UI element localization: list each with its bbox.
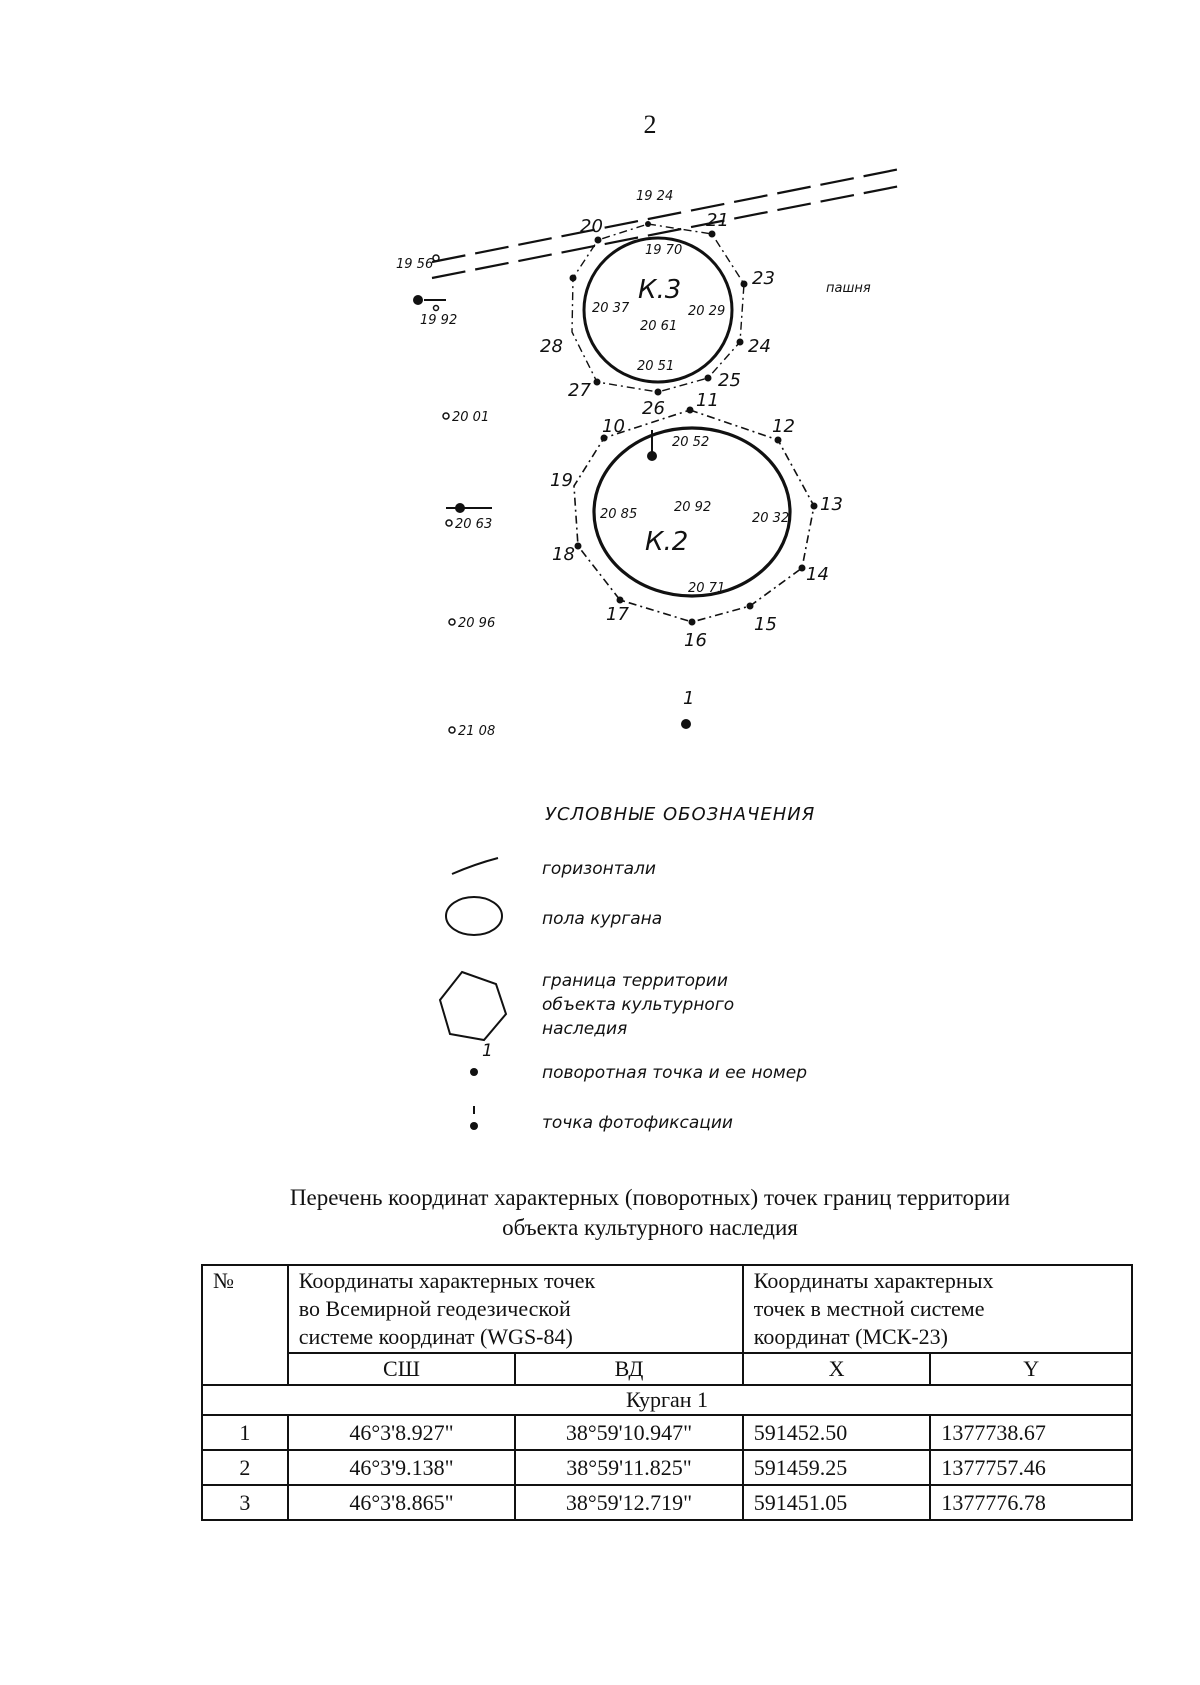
legend-title: УСЛОВНЫЕ ОБОЗНАЧЕНИЯ [545, 804, 816, 825]
caption-line-1: Перечень координат характерных (поворотных) точек границ территории [289, 1185, 1011, 1210]
table-subheader-row [202, 1353, 1132, 1385]
elevation-label: 20 32 [752, 511, 790, 526]
point-number: 24 [748, 336, 771, 357]
cell-number: 2 [202, 1450, 288, 1485]
cell-lat: 46°3'8.865" [288, 1485, 515, 1520]
group-label: Курган 1 [202, 1385, 1132, 1415]
msk-header-line: точек в местной системе [753, 1296, 985, 1321]
legend-boundary-line-1: граница территории [542, 971, 728, 991]
legend-boundary-line-3: наследия [542, 1019, 628, 1039]
table-caption [150, 1183, 1150, 1243]
elevation-marker [449, 727, 455, 733]
cell-number: 1 [202, 1415, 288, 1450]
elevation-label: 20 85 [600, 507, 638, 522]
wgs-header-line: во Всемирной геодезической [298, 1296, 571, 1321]
msk-header [743, 1265, 1132, 1353]
msk-header-line: Координаты характерных [753, 1268, 994, 1293]
legend-turn-point-number: 1 [482, 1041, 493, 1061]
cell-number: 3 [202, 1485, 288, 1520]
wgs-header [288, 1265, 743, 1353]
elevation-label: 21 08 [458, 724, 496, 739]
point-number: 28 [540, 336, 563, 357]
turn-point [595, 237, 602, 244]
field-label: пашня [826, 281, 871, 296]
turn-point [570, 275, 577, 282]
turn-point [709, 231, 716, 238]
point-number: 16 [684, 630, 707, 651]
cell-x: 591459.25 [743, 1450, 931, 1485]
turn-point [741, 281, 748, 288]
elevation-label: 20 71 [688, 581, 726, 596]
elevation-left-1: 19 92 [420, 313, 458, 328]
mound-label-k2: К.2 [645, 527, 689, 557]
point-number: 27 [568, 380, 591, 401]
cell-lon: 38°59'10.947" [515, 1415, 743, 1450]
elevation-label: 19 70 [645, 243, 683, 258]
legend-boundary-line-2: объекта культурного [542, 995, 735, 1015]
elevation-label: 20 52 [672, 435, 710, 450]
k3-elevations [592, 243, 725, 374]
table-header-row [202, 1265, 1132, 1353]
point-number: 14 [806, 564, 829, 585]
point-number: 17 [606, 604, 629, 625]
elevation-marker [449, 619, 455, 625]
turn-point [799, 565, 806, 572]
turn-point [705, 375, 712, 382]
table-row [202, 1415, 1132, 1450]
point-number: 12 [772, 416, 795, 437]
cell-lon: 38°59'11.825" [515, 1450, 743, 1485]
k3-point-numbers [540, 210, 775, 419]
legend-contours: горизонтали [542, 859, 656, 879]
elevation-label: 20 63 [455, 517, 493, 532]
turn-point [737, 339, 744, 346]
elevation-marker [446, 520, 452, 526]
survey-point [413, 295, 423, 305]
lon-header: ВД [515, 1353, 743, 1385]
cell-x: 591452.50 [743, 1415, 931, 1450]
wgs-header-line: Координаты характерных точек [298, 1268, 596, 1293]
photo-point [681, 719, 691, 729]
photo-point [647, 451, 657, 461]
y-header: Y [930, 1353, 1132, 1385]
page-number: 2 [643, 110, 657, 139]
turn-point [687, 407, 694, 414]
point-number: 25 [718, 370, 741, 391]
elevation-marker [434, 306, 439, 311]
elevation-marker [443, 413, 449, 419]
point-number: 20 [580, 216, 603, 237]
road-lines [432, 168, 905, 278]
mound-label-k3: К.3 [638, 275, 682, 305]
x-header: X [743, 1353, 931, 1385]
cell-y: 1377757.46 [930, 1450, 1132, 1485]
lat-header: СШ [288, 1353, 515, 1385]
msk-header-line: координат (МСК-23) [753, 1324, 948, 1349]
contour-symbol [452, 858, 498, 874]
legend-turn-point: поворотная точка и ее номер [542, 1063, 807, 1083]
elevation-label: 20 01 [452, 410, 490, 425]
turn-point [811, 503, 818, 510]
table-row [202, 1485, 1132, 1520]
point-number: 26 [642, 398, 665, 419]
wgs-header-line: системе координат (WGS-84) [298, 1324, 573, 1349]
table-row [202, 1450, 1132, 1485]
elevation-label: 20 37 [592, 301, 630, 316]
turn-point [689, 619, 696, 626]
cell-y: 1377738.67 [930, 1415, 1132, 1450]
turn-point [594, 379, 601, 386]
boundary-symbol [440, 972, 506, 1040]
photo-point-number: 1 [683, 688, 695, 709]
cell-y: 1377776.78 [930, 1485, 1132, 1520]
elevation-label: 20 96 [458, 616, 496, 631]
legend-mound-floor: пола кургана [542, 909, 663, 929]
cell-lat: 46°3'8.927" [288, 1415, 515, 1450]
point-number: 21 [706, 210, 729, 231]
elevation-label: 20 92 [674, 500, 712, 515]
coordinates-table [201, 1264, 1133, 1521]
elevation-label: 20 29 [688, 304, 726, 319]
cell-x: 591451.05 [743, 1485, 931, 1520]
point-number: 15 [754, 614, 777, 635]
point-number: 19 [550, 470, 573, 491]
point-number: 11 [696, 390, 719, 411]
legend-photo-point: точка фотофиксации [542, 1113, 733, 1133]
photo-point-symbol [470, 1122, 478, 1130]
cell-lat: 46°3'9.138" [288, 1450, 515, 1485]
elevation-label: 20 61 [640, 319, 678, 334]
turn-point [575, 543, 582, 550]
elevation-label: 20 51 [637, 359, 675, 374]
cell-lon: 38°59'12.719" [515, 1485, 743, 1520]
point-number: 13 [820, 494, 843, 515]
point-number: 23 [752, 268, 775, 289]
road-elevation-top: 19 24 [636, 189, 674, 204]
mound-floor-symbol [446, 897, 502, 935]
turn-point [775, 437, 782, 444]
turn-point [617, 597, 624, 604]
point-number: 18 [552, 544, 575, 565]
turn-point-symbol [470, 1068, 478, 1076]
road-elevation-left: 19 56 [396, 257, 434, 272]
col-number-header: № [202, 1265, 288, 1385]
turn-point [747, 603, 754, 610]
caption-line-2: объекта культурного наследия [502, 1215, 798, 1240]
turn-point [655, 389, 662, 396]
column-elevations [443, 410, 495, 739]
group-row [202, 1385, 1132, 1415]
point-number: 10 [602, 416, 625, 437]
